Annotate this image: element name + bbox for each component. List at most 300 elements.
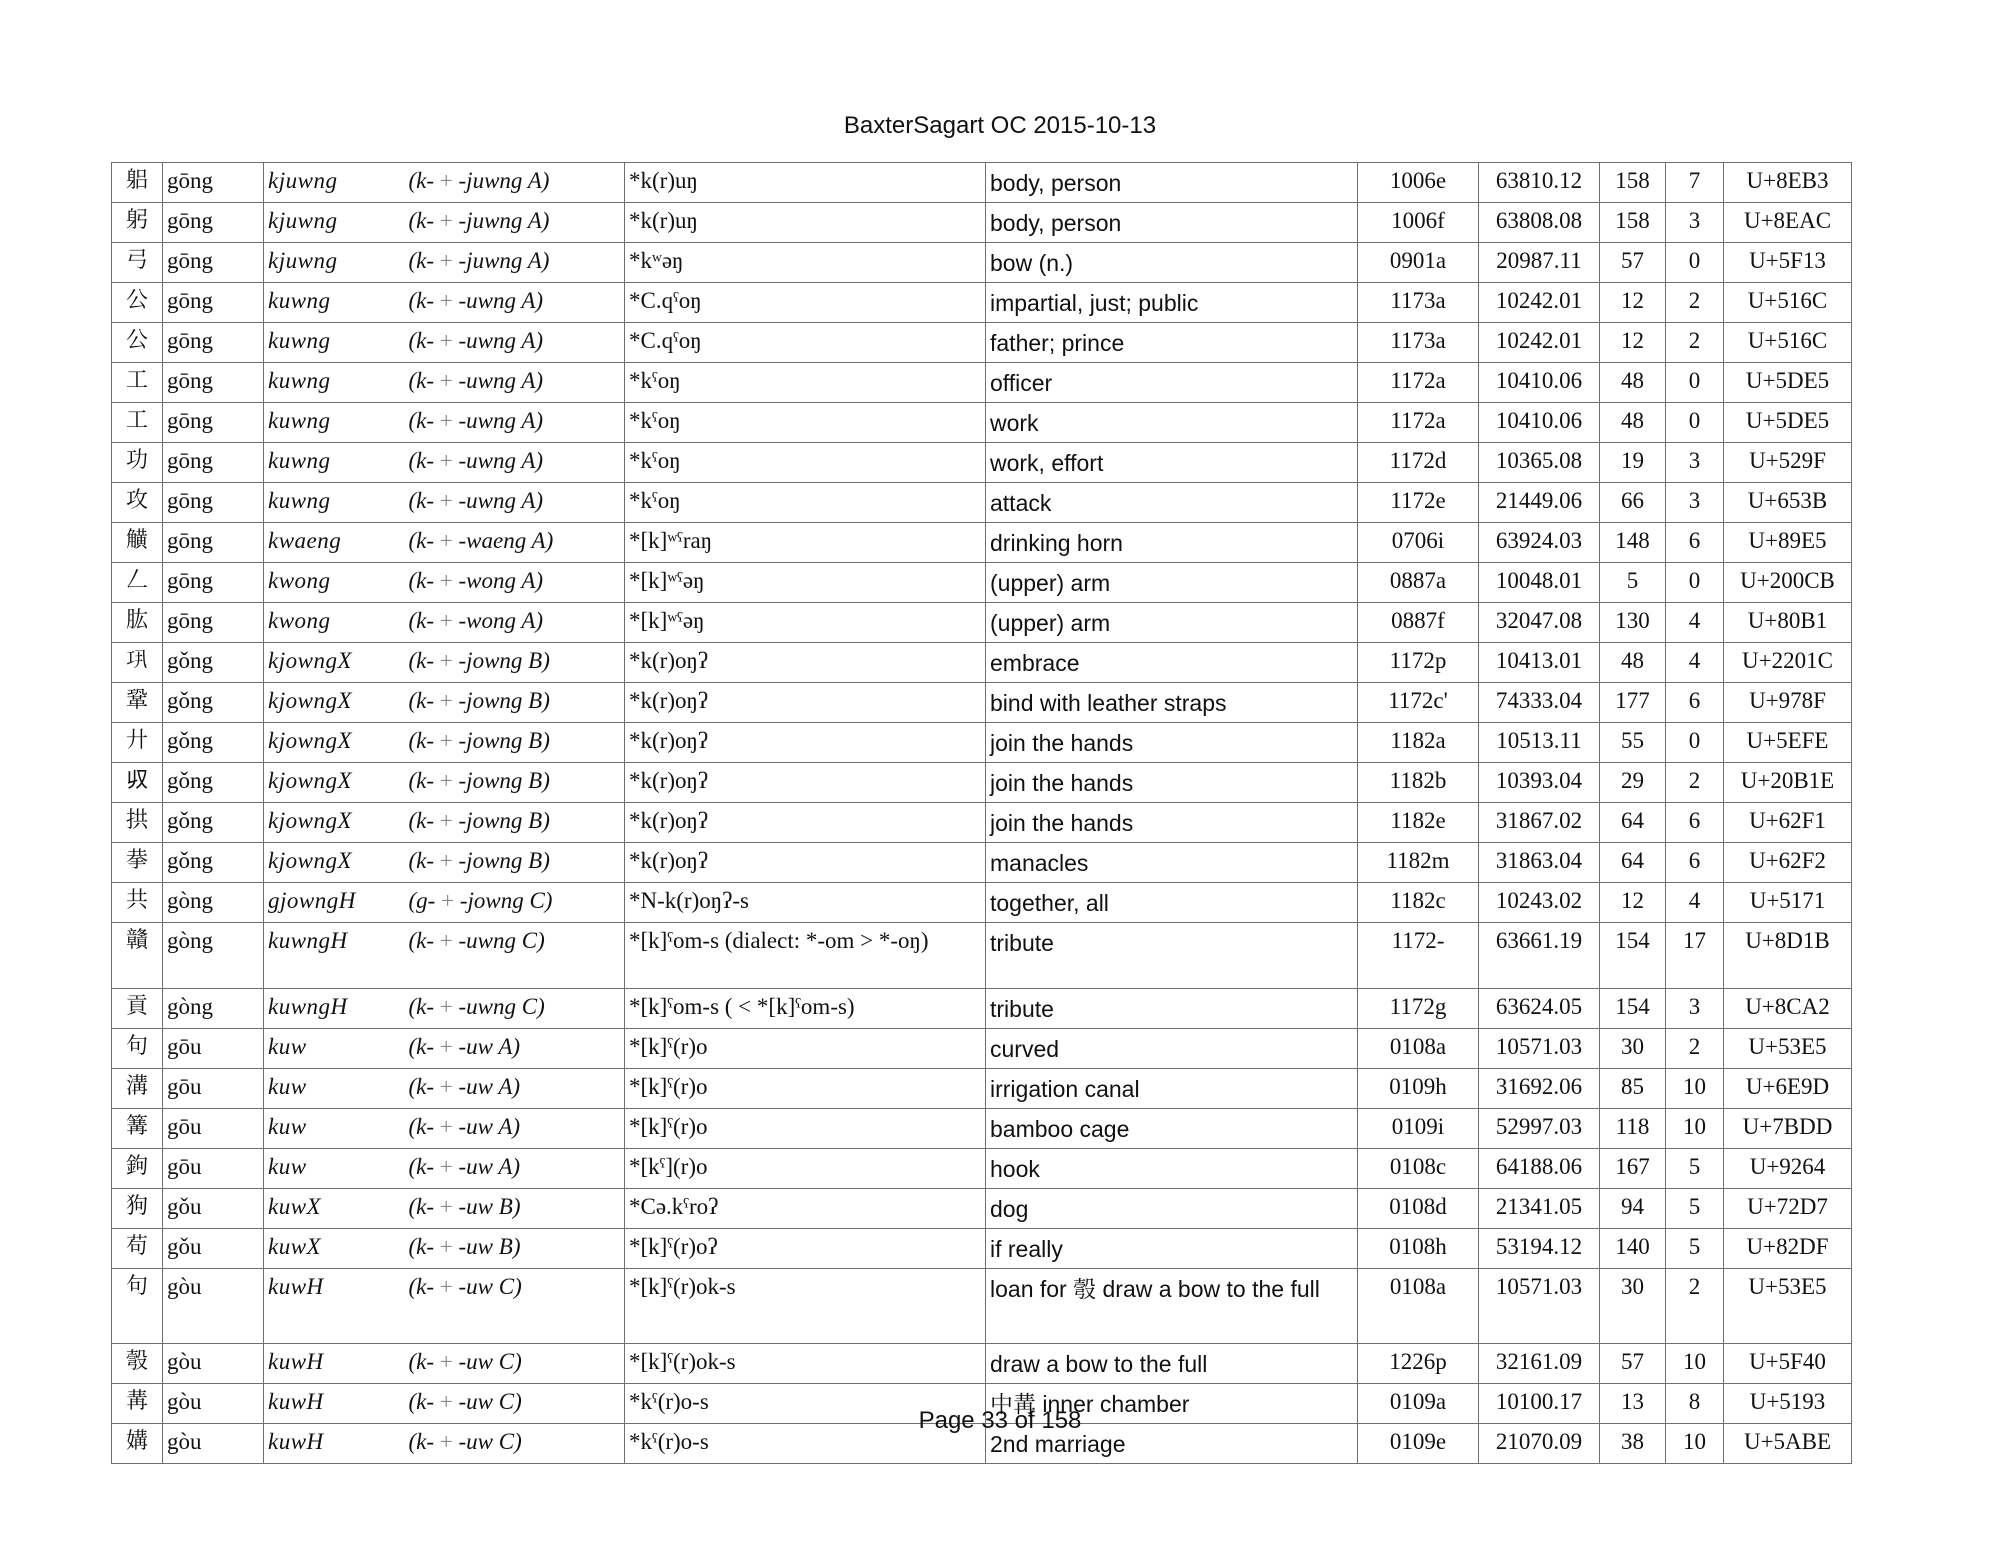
old-chinese-cell: *k(r)uŋ	[625, 163, 986, 203]
old-chinese-cell: *[k]ˤ(r)o	[625, 1069, 986, 1109]
formula-final: -jowng B)	[458, 688, 550, 713]
character-cell: 弓	[112, 243, 163, 283]
formula-final: -uwng A)	[458, 488, 544, 513]
pinyin-cell: gōng	[163, 283, 264, 323]
karlgren-cell: 63661.19	[1479, 923, 1600, 989]
karlgren-cell: 10413.01	[1479, 643, 1600, 683]
character-cell: 狗	[112, 1189, 163, 1229]
gsr-cell: 0109i	[1358, 1109, 1479, 1149]
old-chinese-cell: *k(r)oŋʔ	[625, 843, 986, 883]
middle-chinese-cell: kjowngX	[264, 683, 409, 723]
formula-initial: (k-	[408, 1234, 440, 1259]
formula-final: -jowng B)	[458, 768, 550, 793]
unicode-cell: U+62F1	[1724, 803, 1852, 843]
kangxi-radical-cell: 94	[1600, 1189, 1666, 1229]
table-row	[112, 403, 1852, 443]
stroke-count-cell: 10	[1666, 1109, 1724, 1149]
table-row	[112, 443, 1852, 483]
table-row	[112, 523, 1852, 563]
kangxi-radical-cell: 64	[1600, 843, 1666, 883]
unicode-cell: U+516C	[1724, 283, 1852, 323]
mc-formula-cell	[409, 243, 625, 283]
mc-formula-cell	[409, 1069, 625, 1109]
middle-chinese-cell: kjowngX	[264, 843, 409, 883]
plus-sign: +	[439, 1389, 459, 1414]
unicode-cell: U+8D1B	[1724, 923, 1852, 989]
formula-initial: (k-	[408, 768, 440, 793]
formula-final: -uw B)	[458, 1194, 521, 1219]
gloss-cell: attack	[986, 483, 1358, 523]
middle-chinese-cell: kuwng	[264, 483, 409, 523]
old-chinese-cell: *[k]ˤ(r)ok-s	[625, 1344, 986, 1384]
middle-chinese-cell: kuwngH	[264, 989, 409, 1029]
stroke-count-cell: 6	[1666, 683, 1724, 723]
gsr-cell: 0108a	[1358, 1269, 1479, 1344]
gloss-cell: bind with leather straps	[986, 683, 1358, 723]
character-cell: 𠃋	[112, 563, 163, 603]
plus-sign: +	[439, 688, 459, 713]
gloss-cell: manacles	[986, 843, 1358, 883]
kangxi-radical-cell: 12	[1600, 883, 1666, 923]
pinyin-cell: gòng	[163, 989, 264, 1029]
unicode-cell: U+5DE5	[1724, 363, 1852, 403]
kangxi-radical-cell: 12	[1600, 283, 1666, 323]
formula-initial: (k-	[408, 688, 440, 713]
middle-chinese-cell: kjuwng	[264, 163, 409, 203]
middle-chinese-cell: kuwX	[264, 1189, 409, 1229]
gsr-cell: 0109h	[1358, 1069, 1479, 1109]
middle-chinese-cell: kuwH	[264, 1269, 409, 1344]
formula-final: -uw C)	[458, 1349, 522, 1374]
stroke-count-cell: 10	[1666, 1069, 1724, 1109]
old-chinese-cell: *[k]ʷˤraŋ	[625, 523, 986, 563]
table-row	[112, 723, 1852, 763]
mc-formula-cell	[409, 1229, 625, 1269]
karlgren-cell: 64188.06	[1479, 1149, 1600, 1189]
page-header-title: BaxterSagart OC 2015-10-13	[843, 112, 1157, 139]
plus-sign: +	[439, 1114, 459, 1139]
plus-sign: +	[439, 994, 459, 1019]
table-row	[112, 643, 1852, 683]
gsr-cell: 1173a	[1358, 283, 1479, 323]
karlgren-cell: 74333.04	[1479, 683, 1600, 723]
old-chinese-cell: *Cə.kˤroʔ	[625, 1189, 986, 1229]
stroke-count-cell: 6	[1666, 803, 1724, 843]
plus-sign: +	[439, 1074, 459, 1099]
old-chinese-cell: *[k]ˤ(r)ok-s	[625, 1269, 986, 1344]
formula-initial: (k-	[408, 408, 440, 433]
gloss-cell: loan for 彀 draw a bow to the full	[986, 1269, 1358, 1344]
old-chinese-cell: *N-k(r)oŋʔ-s	[625, 883, 986, 923]
pinyin-cell: gòng	[163, 883, 264, 923]
karlgren-cell: 10410.06	[1479, 363, 1600, 403]
mc-formula-cell	[409, 603, 625, 643]
karlgren-cell: 10571.03	[1479, 1029, 1600, 1069]
plus-sign: +	[439, 768, 459, 793]
mc-formula-cell	[409, 1109, 625, 1149]
middle-chinese-cell: kuwng	[264, 403, 409, 443]
gloss-cell: impartial, just; public	[986, 283, 1358, 323]
formula-initial: (k-	[408, 368, 440, 393]
mc-formula-cell	[409, 643, 625, 683]
mc-formula-cell	[409, 1344, 625, 1384]
kangxi-radical-cell: 57	[1600, 1344, 1666, 1384]
kangxi-radical-cell: 85	[1600, 1069, 1666, 1109]
stroke-count-cell: 0	[1666, 563, 1724, 603]
table-row	[112, 803, 1852, 843]
stroke-count-cell: 6	[1666, 523, 1724, 563]
gsr-cell: 0108d	[1358, 1189, 1479, 1229]
plus-sign: +	[439, 448, 459, 473]
old-chinese-cell: *kˤoŋ	[625, 403, 986, 443]
plus-sign: +	[439, 1429, 459, 1454]
gsr-cell: 1173a	[1358, 323, 1479, 363]
gsr-cell: 1006e	[1358, 163, 1479, 203]
middle-chinese-cell: kuwH	[264, 1344, 409, 1384]
unicode-cell: U+653B	[1724, 483, 1852, 523]
middle-chinese-cell: kwaeng	[264, 523, 409, 563]
middle-chinese-cell: kjowngX	[264, 723, 409, 763]
gsr-cell: 0706i	[1358, 523, 1479, 563]
table-row	[112, 1189, 1852, 1229]
formula-final: -jowng B)	[458, 728, 550, 753]
character-cell: 拱	[112, 803, 163, 843]
pinyin-cell: gōng	[163, 523, 264, 563]
pinyin-cell: gòu	[163, 1384, 264, 1424]
formula-final: -uw A)	[458, 1114, 521, 1139]
old-chinese-cell: *k(r)uŋ	[625, 203, 986, 243]
kangxi-radical-cell: 158	[1600, 163, 1666, 203]
unicode-cell: U+82DF	[1724, 1229, 1852, 1269]
table-row	[112, 243, 1852, 283]
unicode-cell: U+5193	[1724, 1384, 1852, 1424]
plus-sign: +	[439, 1349, 459, 1374]
mc-formula-cell	[409, 883, 625, 923]
formula-final: -jowng B)	[458, 808, 550, 833]
karlgren-cell: 63624.05	[1479, 989, 1600, 1029]
gloss-cell: join the hands	[986, 723, 1358, 763]
formula-final: -uwng C)	[458, 928, 545, 953]
plus-sign: +	[439, 408, 459, 433]
old-chinese-cell: *[k]ˤom-s (dialect: *-om > *-oŋ)	[625, 923, 986, 989]
middle-chinese-cell: kjowngX	[264, 643, 409, 683]
kangxi-radical-cell: 118	[1600, 1109, 1666, 1149]
pinyin-cell: gǒng	[163, 683, 264, 723]
gloss-cell: hook	[986, 1149, 1358, 1189]
middle-chinese-cell: kuw	[264, 1069, 409, 1109]
character-cell: 共	[112, 883, 163, 923]
old-chinese-cell: *k(r)oŋʔ	[625, 723, 986, 763]
kangxi-radical-cell: 30	[1600, 1269, 1666, 1344]
character-cell: 廾	[112, 723, 163, 763]
gloss-cell: (upper) arm	[986, 603, 1358, 643]
stroke-count-cell: 10	[1666, 1424, 1724, 1464]
karlgren-cell: 31692.06	[1479, 1069, 1600, 1109]
old-chinese-cell: *k(r)oŋʔ	[625, 683, 986, 723]
kangxi-radical-cell: 38	[1600, 1424, 1666, 1464]
mc-formula-cell	[409, 723, 625, 763]
plus-sign: +	[439, 648, 459, 673]
gloss-cell: 2nd marriage	[986, 1424, 1358, 1464]
middle-chinese-cell: gjowngH	[264, 883, 409, 923]
old-chinese-cell: *kˤoŋ	[625, 483, 986, 523]
table-row	[112, 989, 1852, 1029]
formula-initial: (k-	[408, 488, 440, 513]
stroke-count-cell: 5	[1666, 1189, 1724, 1229]
gsr-cell: 0109e	[1358, 1424, 1479, 1464]
formula-initial: (k-	[408, 1194, 440, 1219]
unicode-cell: U+5EFE	[1724, 723, 1852, 763]
formula-final: -uw C)	[458, 1274, 522, 1299]
formula-initial: (k-	[408, 1429, 440, 1454]
middle-chinese-cell: kuwngH	[264, 923, 409, 989]
stroke-count-cell: 8	[1666, 1384, 1724, 1424]
character-cell: 工	[112, 403, 163, 443]
gloss-cell: work	[986, 403, 1358, 443]
formula-final: -uwng A)	[458, 368, 544, 393]
unicode-cell: U+72D7	[1724, 1189, 1852, 1229]
karlgren-cell: 32047.08	[1479, 603, 1600, 643]
old-chinese-cell: *C.qˤoŋ	[625, 323, 986, 363]
stroke-count-cell: 0	[1666, 403, 1724, 443]
formula-initial: (k-	[408, 994, 440, 1019]
formula-final: -wong A)	[458, 608, 544, 633]
middle-chinese-cell: kjuwng	[264, 203, 409, 243]
gloss-cell: curved	[986, 1029, 1358, 1069]
character-cell: 工	[112, 363, 163, 403]
pinyin-cell: gòu	[163, 1344, 264, 1384]
unicode-cell: U+8EB3	[1724, 163, 1852, 203]
gsr-cell: 1172d	[1358, 443, 1479, 483]
pinyin-cell: gǒng	[163, 723, 264, 763]
character-cell: 功	[112, 443, 163, 483]
unicode-cell: U+5F40	[1724, 1344, 1852, 1384]
old-chinese-cell: *kˤ(r)o-s	[625, 1384, 986, 1424]
formula-initial: (k-	[408, 248, 440, 273]
unicode-cell: U+978F	[1724, 683, 1852, 723]
plus-sign: +	[439, 1194, 459, 1219]
formula-initial: (k-	[408, 848, 440, 873]
character-cell: 彀	[112, 1344, 163, 1384]
kangxi-radical-cell: 55	[1600, 723, 1666, 763]
stroke-count-cell: 2	[1666, 283, 1724, 323]
character-cell: 躳	[112, 163, 163, 203]
old-chinese-cell: *[k]ˤ(r)oʔ	[625, 1229, 986, 1269]
karlgren-cell: 10048.01	[1479, 563, 1600, 603]
character-cell: 冓	[112, 1384, 163, 1424]
unicode-cell: U+53E5	[1724, 1029, 1852, 1069]
karlgren-cell: 10100.17	[1479, 1384, 1600, 1424]
table-row	[112, 763, 1852, 803]
formula-initial: (k-	[408, 328, 440, 353]
middle-chinese-cell: kuw	[264, 1109, 409, 1149]
formula-initial: (k-	[408, 208, 440, 233]
formula-initial: (k-	[408, 288, 440, 313]
formula-final: -uwng A)	[458, 448, 544, 473]
table-row	[112, 363, 1852, 403]
table-row	[112, 163, 1852, 203]
karlgren-cell: 52997.03	[1479, 1109, 1600, 1149]
table-row	[112, 1149, 1852, 1189]
kangxi-radical-cell: 48	[1600, 643, 1666, 683]
plus-sign: +	[439, 208, 459, 233]
formula-initial: (k-	[408, 648, 440, 673]
mc-formula-cell	[409, 763, 625, 803]
kangxi-radical-cell: 57	[1600, 243, 1666, 283]
mc-formula-cell	[409, 323, 625, 363]
gloss-cell: tribute	[986, 923, 1358, 989]
kangxi-radical-cell: 29	[1600, 763, 1666, 803]
formula-final: -waeng A)	[458, 528, 554, 553]
unicode-cell: U+5DE5	[1724, 403, 1852, 443]
stroke-count-cell: 6	[1666, 843, 1724, 883]
formula-final: -uwng A)	[458, 408, 544, 433]
character-cell: 𠬞	[112, 763, 163, 803]
middle-chinese-cell: kjowngX	[264, 763, 409, 803]
character-cell: 攻	[112, 483, 163, 523]
unicode-cell: U+7BDD	[1724, 1109, 1852, 1149]
pinyin-cell: gǒng	[163, 843, 264, 883]
mc-formula-cell	[409, 989, 625, 1029]
stroke-count-cell: 3	[1666, 483, 1724, 523]
middle-chinese-cell: kuwng	[264, 363, 409, 403]
kangxi-radical-cell: 19	[1600, 443, 1666, 483]
karlgren-cell: 10513.11	[1479, 723, 1600, 763]
mc-formula-cell	[409, 1269, 625, 1344]
stroke-count-cell: 2	[1666, 323, 1724, 363]
gsr-cell: 1182e	[1358, 803, 1479, 843]
mc-formula-cell	[409, 1029, 625, 1069]
gsr-cell: 0108h	[1358, 1229, 1479, 1269]
character-cell: 貢	[112, 989, 163, 1029]
old-chinese-cell: *kˤoŋ	[625, 363, 986, 403]
kangxi-radical-cell: 30	[1600, 1029, 1666, 1069]
formula-initial: (k-	[408, 1114, 440, 1139]
karlgren-cell: 21449.06	[1479, 483, 1600, 523]
formula-initial: (k-	[408, 528, 440, 553]
pinyin-cell: gōng	[163, 483, 264, 523]
plus-sign: +	[439, 248, 459, 273]
stroke-count-cell: 2	[1666, 1029, 1724, 1069]
table-row	[112, 603, 1852, 643]
pinyin-cell: gōng	[163, 443, 264, 483]
formula-initial: (k-	[408, 1274, 440, 1299]
character-cell: 鞏	[112, 683, 163, 723]
mc-formula-cell	[409, 483, 625, 523]
karlgren-cell: 63924.03	[1479, 523, 1600, 563]
middle-chinese-cell: kuwH	[264, 1424, 409, 1464]
formula-final: -jowng B)	[458, 848, 550, 873]
karlgren-cell: 31867.02	[1479, 803, 1600, 843]
old-chinese-cell: *[k]ʷˤəŋ	[625, 563, 986, 603]
mc-formula-cell	[409, 1149, 625, 1189]
mc-formula-cell	[409, 363, 625, 403]
gloss-cell: irrigation canal	[986, 1069, 1358, 1109]
old-chinese-cell: *[kˤ](r)o	[625, 1149, 986, 1189]
karlgren-cell: 10410.06	[1479, 403, 1600, 443]
karlgren-cell: 10393.04	[1479, 763, 1600, 803]
lexicon-table	[111, 162, 1852, 1464]
formula-initial: (k-	[408, 1154, 440, 1179]
unicode-cell: U+89E5	[1724, 523, 1852, 563]
kangxi-radical-cell: 5	[1600, 563, 1666, 603]
gsr-cell: 0108a	[1358, 1029, 1479, 1069]
unicode-cell: U+6E9D	[1724, 1069, 1852, 1109]
middle-chinese-cell: kuwH	[264, 1384, 409, 1424]
gloss-cell: draw a bow to the full	[986, 1344, 1358, 1384]
gloss-cell: work, effort	[986, 443, 1358, 483]
stroke-count-cell: 0	[1666, 243, 1724, 283]
stroke-count-cell: 3	[1666, 989, 1724, 1029]
table-row	[112, 843, 1852, 883]
formula-initial: (k-	[408, 448, 440, 473]
mc-formula-cell	[409, 683, 625, 723]
stroke-count-cell: 2	[1666, 1269, 1724, 1344]
gsr-cell: 0887f	[1358, 603, 1479, 643]
middle-chinese-cell: kuwng	[264, 323, 409, 363]
table-row	[112, 483, 1852, 523]
unicode-cell: U+5171	[1724, 883, 1852, 923]
table-row	[112, 1229, 1852, 1269]
stroke-count-cell: 0	[1666, 723, 1724, 763]
stroke-count-cell: 4	[1666, 603, 1724, 643]
pinyin-cell: gǒng	[163, 803, 264, 843]
stroke-count-cell: 2	[1666, 763, 1724, 803]
character-cell: 觵	[112, 523, 163, 563]
formula-final: -jowng C)	[459, 888, 553, 913]
character-cell: 肱	[112, 603, 163, 643]
mc-formula-cell	[409, 1189, 625, 1229]
gloss-cell: dog	[986, 1189, 1358, 1229]
gloss-cell: embrace	[986, 643, 1358, 683]
table-row	[112, 883, 1852, 923]
kangxi-radical-cell: 148	[1600, 523, 1666, 563]
plus-sign: +	[439, 1034, 459, 1059]
table-row	[112, 1069, 1852, 1109]
old-chinese-cell: *[k]ˤom-s ( < *[k]ˤom-s)	[625, 989, 986, 1029]
gsr-cell: 1172e	[1358, 483, 1479, 523]
kangxi-radical-cell: 48	[1600, 403, 1666, 443]
plus-sign: +	[439, 928, 459, 953]
gloss-cell: 中冓 inner chamber	[986, 1384, 1358, 1424]
mc-formula-cell	[409, 523, 625, 563]
stroke-count-cell: 0	[1666, 363, 1724, 403]
table-row	[112, 1269, 1852, 1344]
plus-sign: +	[439, 608, 459, 633]
karlgren-cell: 53194.12	[1479, 1229, 1600, 1269]
formula-initial: (k-	[408, 1034, 440, 1059]
karlgren-cell: 63810.12	[1479, 163, 1600, 203]
gloss-cell: body, person	[986, 163, 1358, 203]
middle-chinese-cell: kuw	[264, 1029, 409, 1069]
unicode-cell: U+8CA2	[1724, 989, 1852, 1029]
table-row	[112, 283, 1852, 323]
middle-chinese-cell: kwong	[264, 603, 409, 643]
pinyin-cell: gòu	[163, 1424, 264, 1464]
mc-formula-cell	[409, 803, 625, 843]
gloss-cell: tribute	[986, 989, 1358, 1029]
character-cell: 句	[112, 1029, 163, 1069]
pinyin-cell: gǒng	[163, 763, 264, 803]
stroke-count-cell: 10	[1666, 1344, 1724, 1384]
character-cell: 拲	[112, 843, 163, 883]
old-chinese-cell: *C.qˤoŋ	[625, 283, 986, 323]
unicode-cell: U+8EAC	[1724, 203, 1852, 243]
plus-sign: +	[439, 808, 459, 833]
stroke-count-cell: 4	[1666, 643, 1724, 683]
kangxi-radical-cell: 64	[1600, 803, 1666, 843]
karlgren-cell: 21070.09	[1479, 1424, 1600, 1464]
